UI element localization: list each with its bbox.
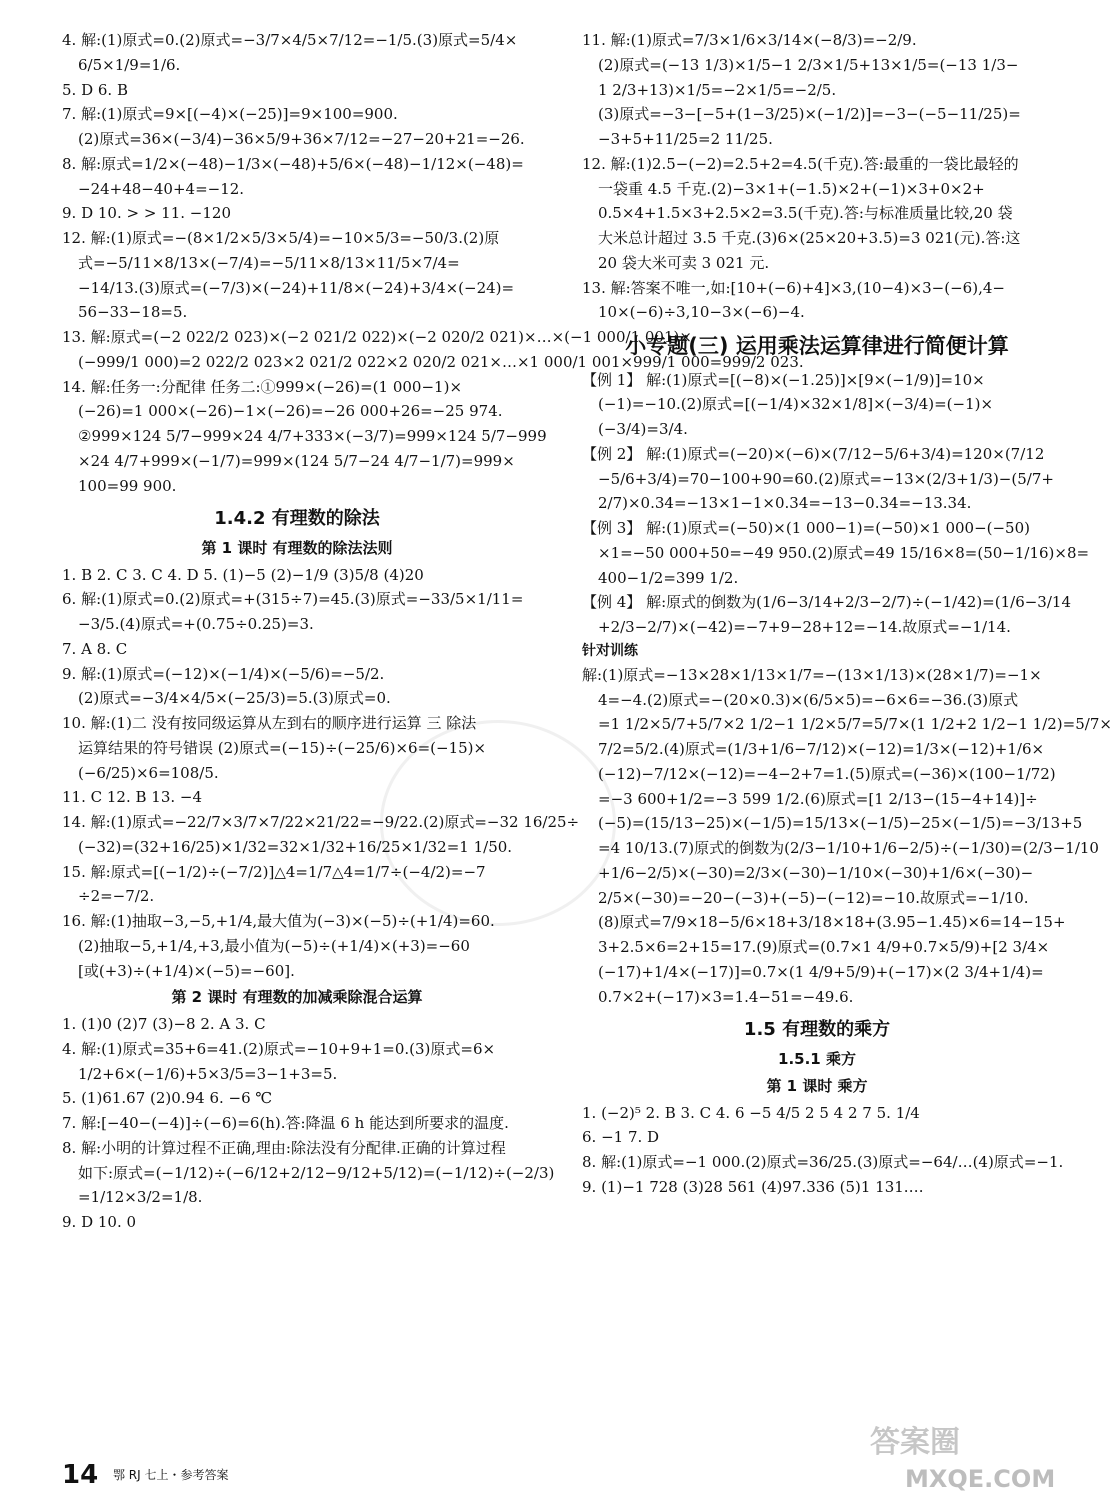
page-footer — [62, 1454, 228, 1497]
answer-line: (−999/1 000)=2 022/2 023×2 021/2 022×2 020/2 021×…×1 000/1 001×999/1 000=999/2 023. — [78, 352, 804, 371]
answer-line: (2)原式=36×(−3/4)−36×5/9+36×7/12=−27−20+21=−26. — [78, 130, 525, 148]
right-column — [582, 28, 1112, 1200]
page-number: 14 — [62, 1460, 99, 1490]
answer-line: 【例 2】 解:(1)原式=(−20)×(−6)×(7/12−5/6+3/4)=120×(7/12 — [582, 444, 1045, 463]
answer-line: 9. 解:(1)原式=(−12)×(−1/4)×(−5/6)=−5/2. — [62, 664, 385, 683]
answer-line: 16. 解:(1)抽取−3,−5,+1/4,最大值为(−3)×(−5)÷(+1/4)=60. — [62, 912, 495, 931]
answer-line: 11. 解:(1)原式=7/3×1/6×3/14×(−8/3)=−2/9. — [582, 31, 917, 49]
answer-line: 针对训练 — [582, 642, 638, 659]
answer-line: ÷2=−7/2. — [78, 887, 155, 906]
answer-line: 7. 解:(1)原式=9×[(−4)×(−25)]=9×100=900. — [62, 105, 398, 124]
answer-line: 0.5×4+1.5×3+2.5×2=3.5(千克).答:与标准质量比较,20 袋 — [598, 204, 1013, 223]
answer-line: 13. 解:原式=(−2 022/2 023)×(−2 021/2 022)×(−2 020/2 021)×…×(−1 000/1 001)× — [62, 328, 692, 346]
watermark-text: 答案圈 — [870, 1425, 960, 1460]
book-tag: 鄂 RJ 七上・参考答案 — [112, 1467, 229, 1482]
answer-line: (2)原式=−3/4×4/5×(−25/3)=5.(3)原式=0. — [78, 689, 391, 708]
answer-line: 【例 4】 解:原式的倒数为(1/6−3/14+2/3−2/7)÷(−1/42)=(1/6−3/14 — [582, 593, 1071, 612]
section-heading: 1.5 有理数的乘方 — [743, 1019, 891, 1041]
answer-line: 8. 解:(1)原式=−1 000.(2)原式=36/25.(3)原式=−64/…(4)原式=−1. — [582, 1153, 1064, 1172]
answer-line: −24+48−40+4=−12. — [78, 179, 245, 198]
answer-line: −5/6+3/4)=70−100+90=60.(2)原式=−13×(2/3+1/3)−(5/7+ — [598, 469, 1054, 488]
answer-line: 20 袋大米可卖 3 021 元. — [598, 253, 770, 272]
answer-line: (2)抽取−5,+1/4,+3,最小值为(−5)÷(+1/4)×(+3)=−60 — [78, 936, 470, 955]
answer-line: 4. 解:(1)原式=0.(2)原式=−3/7×4/5×7/12=−1/5.(3)原式=5/4× — [62, 31, 518, 49]
answer-line: 12. 解:(1)2.5−(−2)=2.5+2=4.5(千克).答:最重的一袋比最轻的 — [582, 154, 1019, 173]
answer-line: 8. 解:原式=1/2×(−48)−1/3×(−48)+5/6×(−48)−1/12×(−48)= — [62, 154, 524, 173]
answer-line: 1. (−2)⁵ 2. B 3. C 4. 6 −5 4/5 2 5 4 2 7 5. 1/4 — [582, 1103, 920, 1122]
section-heading: 第 1 课时 乘方 — [766, 1076, 868, 1095]
answer-line: 6. −1 7. D — [582, 1128, 660, 1147]
answer-line: 1/2+6×(−1/6)+5×3/5=3−1+3=5. — [78, 1064, 338, 1083]
answer-line: 14. 解:(1)原式=−22/7×3/7×7/22×21/22=−9/22.(2)原式=−32 16/25÷ — [62, 813, 580, 832]
answer-line: 8. 解:小明的计算过程不正确,理由:除法没有分配律.正确的计算过程 — [62, 1138, 506, 1157]
answer-line: 4. 解:(1)原式=35+6=41.(2)原式=−10+9+1=0.(3)原式=6× — [62, 1039, 496, 1058]
answer-line: 6/5×1/9=1/6. — [78, 55, 181, 74]
answer-line: 12. 解:(1)原式=−(8×1/2×5/3×5/4)=−10×5/3=−50/3.(2)原 — [62, 229, 500, 247]
answer-line: 0.7×2+(−17)×3=1.4−51=−49.6. — [598, 987, 854, 1006]
answer-line: (−5)=(15/13−25)×(−1/5)=15/13×(−1/5)−25×(−1/5)=−3/13+5 — [598, 814, 1083, 833]
section-heading: 1.5.1 乘方 — [778, 1050, 856, 1069]
answer-line: (−6/25)×6=108/5. — [78, 763, 219, 782]
answer-line: =1 1/2×5/7+5/7×2 1/2−1 1/2×5/7=5/7×(1 1/2+2 1/2−1 1/2)=5/7× — [598, 715, 1112, 734]
answer-line: (−17)+1/4×(−17)]=0.7×(1 4/9+5/9)+(−17)×(2 3/4+1/4)= — [598, 962, 1044, 981]
answer-line: 100=99 900. — [78, 476, 177, 495]
answer-line: 14. 解:任务一:分配律 任务二:①999×(−26)=(1 000−1)× — [62, 377, 463, 396]
watermark-site: MXQE.COM — [905, 1465, 1056, 1493]
answer-line: 56−33−18=5. — [78, 303, 188, 322]
answer-line: 9. (1)−1 728 (3)28 561 (4)97.336 (5)1 131.… — [582, 1177, 924, 1196]
answer-line: =1/12×3/2=1/8. — [78, 1188, 203, 1207]
answer-line: (−1)=−10.(2)原式=[(−1/4)×32×1/8]×(−3/4)=(−1)× — [598, 395, 994, 414]
answer-line: (−12)−7/12×(−12)=−4−2+7=1.(5)原式=(−36)×(100−1/72) — [598, 764, 1056, 783]
answer-line: 400−1/2=399 1/2. — [598, 568, 739, 587]
section-heading: 第 1 课时 有理数的除法法则 — [201, 538, 393, 557]
answer-line: 2/5×(−30)=−20−(−3)+(−5)−(−12)=−10.故原式=−1/10. — [598, 888, 1029, 907]
answer-line: −3+5+11/25=2 11/25. — [598, 130, 773, 148]
section-heading: 小专题(三) 运用乘法运算律进行简便计算 — [625, 334, 1009, 358]
answer-line: 【例 1】 解:(1)原式=[(−8)×(−1.25)]×[9×(−1/9)]=10× — [582, 370, 985, 389]
answer-line: 4=−4.(2)原式=−(20×0.3)×(6/5×5)=−6×6=−36.(3)原式 — [598, 690, 1019, 709]
answer-line: [或(+3)÷(+1/4)×(−5)=−60]. — [78, 961, 295, 980]
answer-line: 1. (1)0 (2)7 (3)−8 2. A 3. C — [62, 1015, 266, 1034]
answer-line: 7. 解:[−40−(−4)]÷(−6)=6(h).答:降温 6 h 能达到所要求的温度. — [62, 1114, 509, 1133]
answer-line: (−3/4)=3/4. — [598, 420, 688, 439]
answer-line: 5. (1)61.67 (2)0.94 6. −6 ℃ — [62, 1089, 273, 1108]
answer-line: =4 10/13.(7)原式的倒数为(2/3−1/10+1/6−2/5)÷(−1/30)=(2/3−1/10 — [598, 839, 1099, 858]
answer-line: 3+2.5×6=2+15=17.(9)原式=(0.7×1 4/9+0.7×5/9)+[2 3/4× — [598, 938, 1050, 957]
answer-line: 10. 解:(1)二 没有按同级运算从左到右的顺序进行运算 三 除法 — [62, 714, 477, 733]
answer-line: (3)原式=−3−[−5+(1−3/25)×(−1/2)]=−3−(−5−11/25)= — [598, 105, 1021, 124]
answer-line: =−3 600+1/2=−3 599 1/2.(6)原式=[1 2/13−(15−4+14)]÷ — [598, 789, 1038, 808]
answer-line: 15. 解:原式=[(−1/2)÷(−7/2)]△4=1/7△4=1/7÷(−4/2)=−7 — [62, 862, 486, 881]
answer-line: 一袋重 4.5 千克.(2)−3×1+(−1.5)×2+(−1)×3+0×2+ — [598, 179, 985, 198]
answer-line: 10×(−6)÷3,10−3×(−6)−4. — [598, 303, 805, 322]
answer-line: 7. A 8. C — [62, 639, 128, 658]
answer-line: 1. B 2. C 3. C 4. D 5. (1)−5 (2)−1/9 (3)5/8 (4)20 — [62, 565, 424, 584]
answer-line: (8)原式=7/9×18−5/6×18+3/18×18+(3.95−1.45)×6=14−15+ — [598, 913, 1066, 932]
answer-line: +2/3−2/7)×(−42)=−7+9−28+12=−14.故原式=−1/14. — [598, 618, 1011, 637]
answer-line: −3/5.(4)原式=+(0.75÷0.25)=3. — [78, 615, 314, 634]
answer-line: 1 2/3+13)×1/5=−2×1/5=−2/5. — [598, 80, 837, 99]
answer-line: 6. 解:(1)原式=0.(2)原式=+(315÷7)=45.(3)原式=−33/5×1/11= — [62, 590, 524, 609]
answer-line: 大米总计超过 3.5 千克.(3)6×(25×20+3.5)=3 021(元).答:这 — [598, 229, 1021, 247]
section-heading: 第 2 课时 有理数的加减乘除混合运算 — [171, 988, 423, 1007]
answer-line: (−32)=(32+16/25)×1/32=32×1/32+16/25×1/32=1 1/50. — [78, 837, 513, 856]
answer-line: (2)原式=(−13 1/3)×1/5−1 2/3×1/5+13×1/5=(−13 1/3− — [598, 55, 1019, 74]
answer-line: ×1=−50 000+50=−49 950.(2)原式=49 15/16×8=(50−1/16)×8= — [598, 543, 1090, 562]
answer-line: 【例 3】 解:(1)原式=(−50)×(1 000−1)=(−50)×1 000−(−50) — [582, 519, 1031, 538]
section-heading: 1.4.2 有理数的除法 — [214, 508, 380, 530]
answer-line: 运算结果的符号错误 (2)原式=(−15)÷(−25/6)×6=(−15)× — [78, 738, 487, 757]
answer-line: −14/13.(3)原式=(−7/3)×(−24)+11/8×(−24)+3/4×(−24)= — [78, 278, 515, 297]
answer-line: 13. 解:答案不唯一,如:[10+(−6)+4]×3,(10−4)×3−(−6),4− — [582, 278, 1005, 297]
answer-line: +1/6−2/5)×(−30)=2/3×(−30)−1/10×(−30)+1/6×(−30)− — [598, 863, 1034, 882]
answer-line: 解:(1)原式=−13×28×1/13×1/7=−(13×1/13)×(28×1/7)=−1× — [582, 665, 1042, 684]
answer-line: ②999×124 5/7−999×24 4/7+333×(−3/7)=999×124 5/7−999 — [78, 427, 547, 445]
answer-line: 7/2=5/2.(4)原式=(1/3+1/6−7/12)×(−12)=1/3×(−12)+1/6× — [598, 740, 1045, 759]
answer-line: ×24 4/7+999×(−1/7)=999×(124 5/7−24 4/7−1/7)=999× — [78, 451, 515, 470]
answer-line: 11. C 12. B 13. −4 — [62, 788, 203, 807]
answer-line: 式=−5/11×8/13×(−7/4)=−5/11×8/13×11/5×7/4= — [78, 253, 460, 272]
answer-line: 5. D 6. B — [62, 80, 128, 99]
answer-line: 2/7)×0.34=−13×1−1×0.34=−13−0.34=−13.34. — [598, 494, 972, 513]
answer-line: 如下:原式=(−1/12)÷(−6/12+2/12−9/12+5/12)=(−1/12)÷(−2/3) — [78, 1163, 555, 1182]
answer-line: 9. D 10. 0 — [62, 1213, 137, 1232]
answer-line: (−26)=1 000×(−26)−1×(−26)=−26 000+26=−25 974. — [78, 402, 503, 421]
answer-line: 9. D 10. > > 11. −120 — [62, 204, 231, 223]
